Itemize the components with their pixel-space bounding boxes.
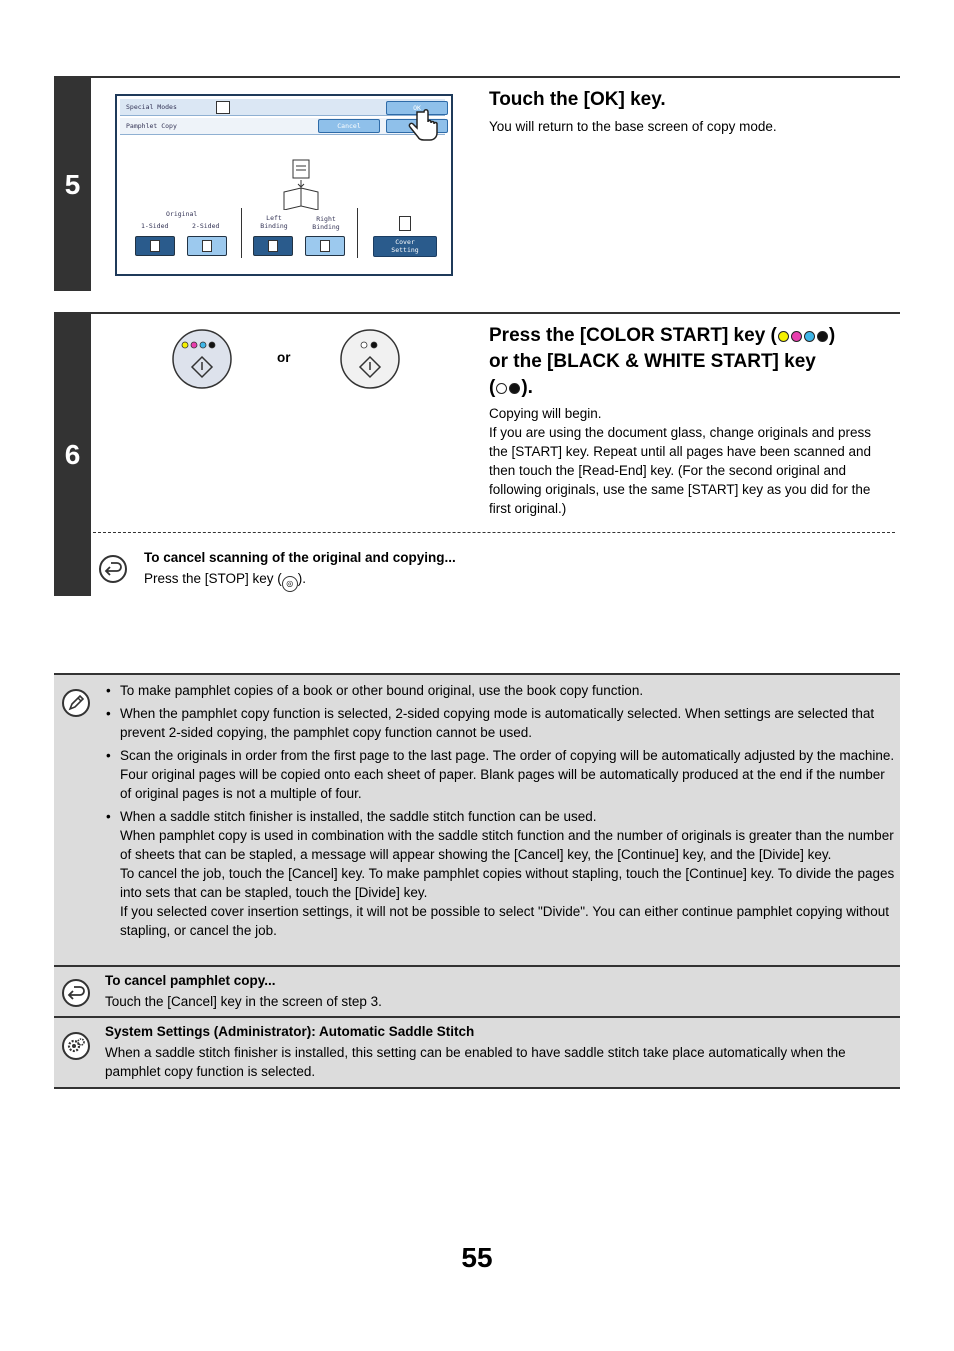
step5-top-rule	[54, 76, 900, 78]
notes-bullet-4	[106, 807, 896, 940]
divider-2	[357, 208, 358, 258]
notes-section	[54, 675, 900, 965]
black-dot-icon-2	[509, 383, 520, 394]
step6-paragraph1: Copying will begin.	[489, 406, 602, 421]
notes-bullet-1: • To make pamphlet copies of a book or other bound original, use the book copy function.	[106, 681, 896, 700]
or-label: or	[277, 350, 291, 365]
left-binding-key[interactable]	[253, 236, 293, 256]
step6-title-line1a: Press the [COLOR START] key (	[489, 325, 777, 346]
cancel-key[interactable]: Cancel	[318, 119, 380, 133]
stop-text-a: Press the [STOP] key (	[144, 571, 282, 586]
stop-key-icon: ◎	[282, 576, 298, 592]
screen-subheader-bar	[120, 118, 445, 135]
step6-cancel-heading: To cancel scanning of the original and copying...	[144, 550, 456, 565]
notes-bullet-4-line2: When pamphlet copy is used in combination with the saddle stitch function and the number of originals is greater than the number of sheets that can be stapled, a message will appear showing the [Cancel] key, the [Continue] key, and the [Divide] key.	[120, 828, 894, 862]
cover-icon	[399, 216, 411, 231]
gear-icon	[62, 1032, 90, 1060]
step6-number: 6	[54, 314, 91, 596]
cancel-return-icon-2	[62, 979, 90, 1007]
dashed-divider	[93, 532, 895, 533]
hand-pointer-icon	[405, 108, 439, 144]
system-settings-section	[54, 1018, 900, 1087]
one-sided-key[interactable]	[135, 236, 175, 256]
step5-number: 5	[54, 78, 91, 291]
step6-title-line2: or the [BLACK & WHITE START] key	[489, 351, 816, 372]
touch-screen-mockup	[115, 94, 453, 276]
step6-title	[489, 323, 894, 401]
notes-text	[106, 681, 896, 944]
color-start-key-icon	[170, 327, 234, 391]
system-settings-heading: System Settings (Administrator): Automatic Saddle Stitch	[105, 1024, 475, 1039]
ok-key[interactable]: OK	[386, 101, 448, 115]
notes-bullet-4-line1: • When a saddle stitch finisher is installed, the saddle stitch function can be used.	[120, 809, 597, 824]
book-icon	[282, 158, 322, 210]
screen-header-label: Special Modes	[126, 103, 177, 111]
notes-bullet-2: • When the pamphlet copy function is selected, 2-sided copying mode is automatically selected. When settings are selected that prevent 2-sided copying, the pamphlet copy function cannot be used.	[106, 704, 896, 742]
white-dot-icon	[496, 383, 507, 394]
screen-header-bar	[120, 99, 445, 116]
step6-text	[489, 404, 889, 518]
step6-title-line1b: )	[828, 325, 836, 346]
right-binding-key[interactable]	[305, 236, 345, 256]
pencil-note-icon	[62, 689, 90, 717]
system-settings-text: When a saddle stitch finisher is installed, this setting can be enabled to have saddle stitch take place automatically when the pamphlet copy function is selected.	[105, 1045, 846, 1079]
step5-title: Touch the [OK] key.	[489, 89, 666, 110]
divider-1	[241, 208, 242, 258]
left-binding-label: Left Binding	[260, 214, 288, 230]
step6-paragraph2: If you are using the document glass, change originals and press the [START] key. Repeat until all pages have been scanned and then touch the [Read-End] key. (For the second original and following originals, use the same [START] key as you did for the first original.)	[489, 425, 871, 516]
bw-start-key-icon	[338, 327, 402, 391]
right-binding-label: Right Binding	[312, 215, 340, 231]
notes-bullet-4-line4: If you selected cover insertion settings, it will not be possible to select "Divide". You can either continue pamphlet copying without stapling, or cancel the job.	[120, 904, 890, 938]
step6-top-rule	[54, 312, 900, 314]
black-dot-icon	[817, 331, 828, 342]
yellow-dot-icon	[778, 331, 789, 342]
pages-icon	[216, 101, 230, 114]
one-sided-label: 1-Sided	[141, 222, 169, 230]
magenta-dot-icon	[791, 331, 802, 342]
cancel-pamphlet-section	[54, 967, 900, 1016]
two-sided-label: 2-Sided	[192, 222, 220, 230]
cancel-pamphlet-heading: To cancel pamphlet copy...	[105, 973, 276, 988]
notes-bullet-3: • Scan the originals in order from the first page to the last page. The order of copying will be automatically adjusted by the machine. Four original pages will be copied onto each sheet of paper. Blank pages will be automatically produced at the end if the number of original pages is not a multiple of four.	[106, 746, 896, 803]
step6-title-line3a: (	[489, 377, 496, 398]
step6-title-line3b: ).	[521, 377, 533, 398]
notes-bullet-4-line3: To cancel the job, touch the [Cancel] key. To make pamphlet copies without stapling, touch the [Continue] key. To divide the pages into sets that can be stapled, touch the [Divide] key.	[120, 866, 895, 900]
notes-bullets	[106, 681, 896, 940]
page-number: 55	[461, 1242, 493, 1273]
original-label: Original	[166, 210, 198, 218]
cancel-return-icon	[99, 555, 127, 583]
cover-setting-key[interactable]: Cover Setting	[373, 236, 437, 257]
cyan-dot-icon	[804, 331, 815, 342]
screen-subheader-label: Pamphlet Copy	[126, 122, 177, 130]
notes-bottom-rule	[54, 1087, 900, 1089]
two-sided-key[interactable]	[187, 236, 227, 256]
step6-cancel-text	[144, 569, 306, 592]
step5-text: You will return to the base screen of copy mode.	[489, 119, 777, 134]
stop-text-b: ).	[297, 571, 307, 586]
cancel-pamphlet-text: Touch the [Cancel] key in the screen of step 3.	[105, 994, 382, 1009]
